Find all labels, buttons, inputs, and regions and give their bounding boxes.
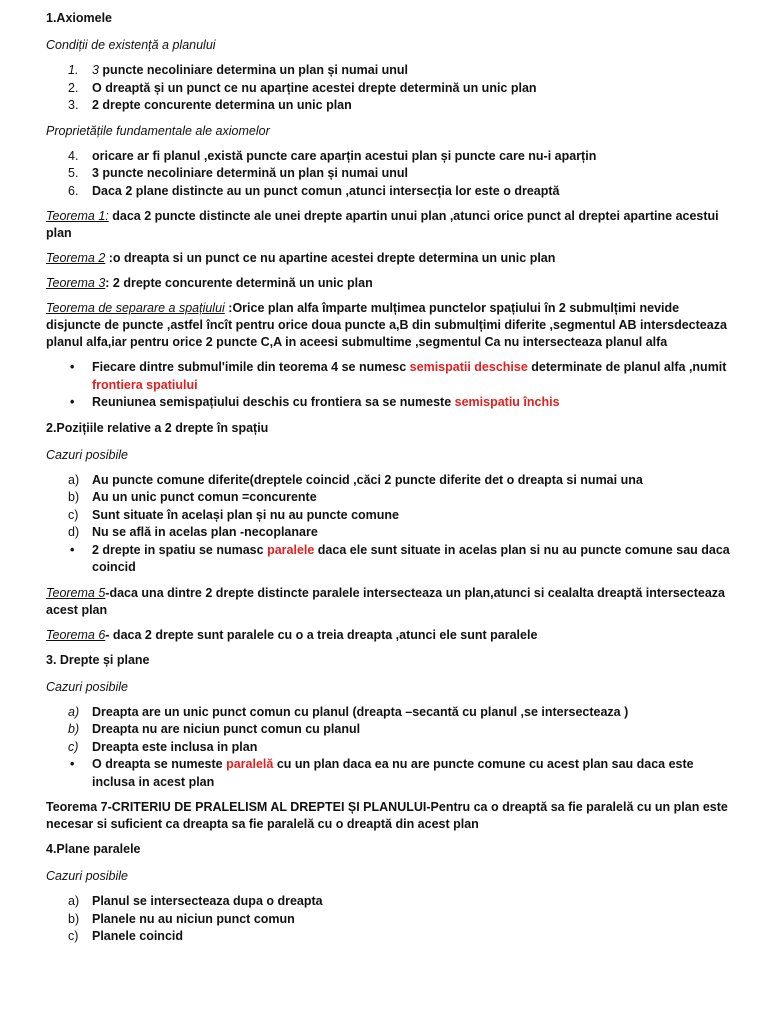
list-item [46,739,736,757]
list-item [46,928,736,946]
list-item [46,489,736,507]
list-item [46,524,736,542]
list-item [46,62,736,80]
list-item [46,756,736,791]
theorem-label: Teorema 2 [46,251,106,265]
list-text: Nu se află in acelas plan -necoplanare [92,525,318,539]
section-3-title: 3. Drepte și plane [46,652,150,667]
list-text: 3 puncte necoliniare determină un plan și numai unul [92,166,409,180]
list-text: O dreapta se numeste [92,757,227,771]
theorem-label: Teorema 6 [46,627,106,642]
list-item [46,359,736,394]
list-marker: 4. [68,148,79,163]
list-marker: a) [68,704,80,719]
theorem-label: Teorema 5 [46,585,106,600]
list-item [46,507,736,525]
section-2-title: 2.Pozițiile relative a 2 drepte în spațiu [46,420,269,435]
list-item [46,542,736,577]
list-text: Planele coincid [92,929,184,943]
theorem-5 [46,585,736,619]
list-marker: d) [68,525,80,539]
list-item [46,97,736,115]
cases-list-4 [46,893,736,946]
section-1-title: 1.Axiomele [46,11,113,25]
list-text: Dreapta nu are niciun punct comun cu planul [92,722,361,736]
section-4-subtitle: Cazuri posibile [46,869,128,883]
theorem-text: - daca 2 drepte sunt paralele cu o a treia dreapta ,atunci ele sunt paralele [105,627,538,642]
list-item [46,472,736,490]
list-text: O dreaptă și un punct ce nu aparține acestei drepte determină un unic plan [92,80,537,95]
list-number: 3 [92,63,99,77]
bullet-list-1 [46,359,736,412]
cases-list-3 [46,704,736,792]
theorem-label: Teorema de separare a spațiului [46,301,225,315]
list-marker: b) [68,722,80,736]
list-text: Planul se intersecteaza dupa o dreapta [92,894,323,908]
section-1-subtitle-1: Condiții de existență a planului [46,38,216,52]
list-item [46,394,736,412]
list-text: oricare ar fi planul ,există puncte care aparțin acestui plan și puncte care nu-i aparțin [92,148,597,163]
list-item [46,80,736,98]
list-text: daca ele sunt situate in acelas plan si nu au puncte comune sau daca coincid [92,542,730,574]
theorem-separation [46,300,736,351]
list-text: puncte necoliniare determina un plan și numai unul [98,63,409,77]
list-item [46,148,736,166]
list-item [46,911,736,929]
axiom-list-1 [46,62,736,115]
list-text: Planele nu au niciun punct comun [92,911,295,926]
list-marker: a) [68,894,80,908]
bullet-marker: • [70,757,75,771]
list-marker: b) [68,911,80,926]
section-2-subtitle: Cazuri posibile [46,447,128,462]
list-text: Au un unic punct comun =concurente [92,490,317,504]
list-marker: a) [68,472,80,487]
list-item [46,183,736,201]
theorem-text: : 2 drepte concurente determină un unic plan [105,276,373,290]
list-marker: b) [68,490,80,504]
highlight-term: paralele [267,542,315,557]
list-text: 2 drepte in spatiu se numasc [92,542,268,557]
section-3-subtitle: Cazuri posibile [46,679,128,694]
theorem-1 [46,208,736,242]
list-marker: c) [68,507,79,522]
list-item [46,893,736,911]
section-4-title: 4.Plane paralele [46,842,141,856]
highlight-term: frontiera spatiului [92,377,198,392]
theorem-text: -daca una dintre 2 drepte distincte paralele intersecteaza un plan,atunci si cealalta dreaptă intersecteaza acest plan [46,585,725,617]
theorem-text: :o dreapta si un punct ce nu apartine acestei drepte determina un unic plan [105,251,556,265]
list-text: Reuniunea semispațiului deschis cu frontiera sa se numeste [92,395,455,409]
theorem-3 [46,275,736,292]
theorem-text: daca 2 puncte distincte ale unei drepte apartin unui plan ,atunci orice punct al dreptei apartine acestui plan [46,209,719,240]
theorem-label: Teorema 3 [46,276,106,290]
list-marker: 3. [68,98,79,112]
theorem-text: :Orice plan alfa împarte mulțimea punctelor spațiului în 2 submulțimi nevide disjuncte de puncte ,astfel încît pentru orice doua puncte a,B din submulțimi diferite ,segmentul AB intersdecteaza planul alfa,iar pentru orice 2 puncte C,A in aceesi submultime ,segmentul Ca nu intersecteaza planul alfa [46,301,727,349]
list-text: 2 drepte concurente determina un unic plan [92,98,352,112]
bullet-marker: • [70,395,75,409]
list-marker: c) [68,739,79,754]
list-text: determinate de planul alfa ,numit [527,360,727,374]
list-text: Au puncte comune diferite(dreptele coincid ,căci 2 puncte diferite det o dreapta si numai una [92,472,643,487]
bullet-marker: • [70,360,75,374]
list-item [46,704,736,722]
list-text: Dreapta are un unic punct comun cu planul (dreapta –secantă cu planul ,se intersecteaza ) [92,704,629,719]
list-marker: 6. [68,183,79,198]
highlight-term: semispatiu închis [454,395,560,409]
list-text: cu un plan daca ea nu are puncte comune cu acest plan sau daca este inclusa in acest plan [92,757,694,789]
list-marker: 1. [68,63,79,77]
theorem-2 [46,250,736,267]
list-marker: 2. [68,80,79,95]
list-text: Dreapta este inclusa in plan [92,739,258,754]
highlight-term: paralelă [226,757,274,771]
cases-list-2 [46,472,736,577]
list-text: Sunt situate în același plan și nu au puncte comune [92,507,400,522]
list-item [46,165,736,183]
list-marker: 5. [68,166,79,180]
theorem-label: Teorema 1: [46,209,109,223]
document-page [46,10,736,954]
section-1-subtitle-2: Proprietățile fundamentale ale axiomelor [46,123,270,138]
bullet-marker: • [70,542,75,557]
list-marker: c) [68,929,79,943]
axiom-list-2 [46,148,736,201]
list-text: Fiecare dintre submul'imile din teorema 4 se numesc [92,360,410,374]
list-item [46,721,736,739]
theorem-6 [46,627,736,644]
theorem-7: Teorema 7-CRITERIU DE PRALELISM AL DREPTEI ȘI PLANULUI-Pentru ca o dreaptă sa fie paralelă cu un plan este necesar si suficient ca dreapta sa fie paralelă cu o dreaptă din acest plan [46,800,728,831]
highlight-term: semispatii deschise [409,360,528,374]
list-text: Daca 2 plane distincte au un punct comun ,atunci intersecția lor este o dreaptă [92,183,560,198]
